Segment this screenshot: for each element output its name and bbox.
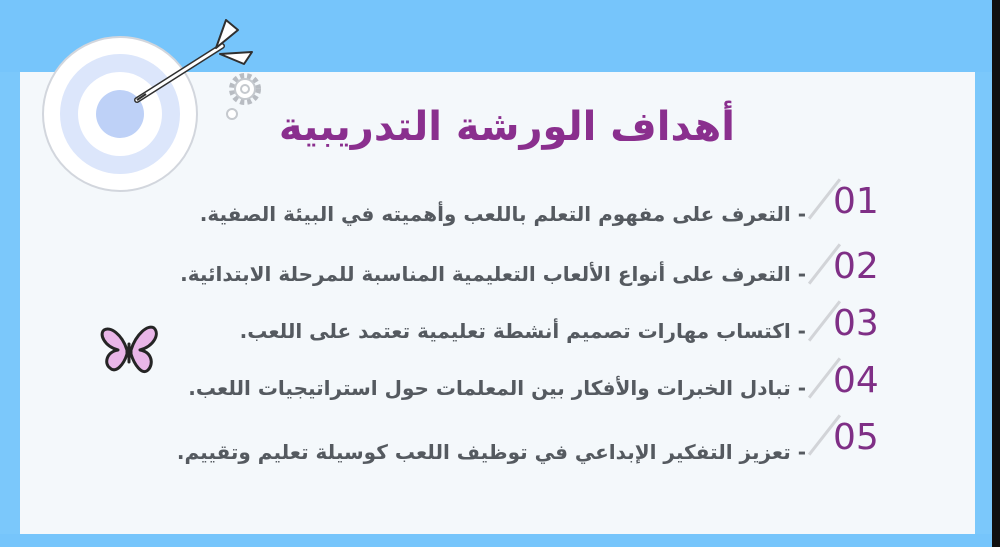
goal-text-2: - التعرف على أنواع الألعاب التعليمية المناسبة للمرحلة الابتدائية. <box>180 262 806 286</box>
goal-text-3: - اكتساب مهارات تصميم أنشطة تعليمية تعتمد على اللعب. <box>239 319 806 343</box>
goal-text-4: - تبادل الخبرات والأفكار بين المعلمات حول استراتيجيات اللعب. <box>188 376 806 400</box>
goal-number-1: 01 <box>833 181 879 222</box>
butterfly-icon <box>98 322 160 382</box>
goal-text-1: - التعرف على مفهوم التعلم باللعب وأهميته في البيئة الصفية. <box>199 202 806 226</box>
right-edge-bar <box>992 0 1000 547</box>
goal-number-2: 02 <box>833 246 879 287</box>
bottom-band <box>0 534 1000 547</box>
goal-text-5: - تعزيز التفكير الإبداعي في توظيف اللعب كوسيلة تعليم وتقييم. <box>176 440 806 464</box>
goal-number-3: 03 <box>833 303 879 344</box>
goal-number-4: 04 <box>833 360 879 401</box>
goal-number-5: 05 <box>833 417 879 458</box>
page-title: أهداف الورشة التدريبية <box>278 104 735 150</box>
